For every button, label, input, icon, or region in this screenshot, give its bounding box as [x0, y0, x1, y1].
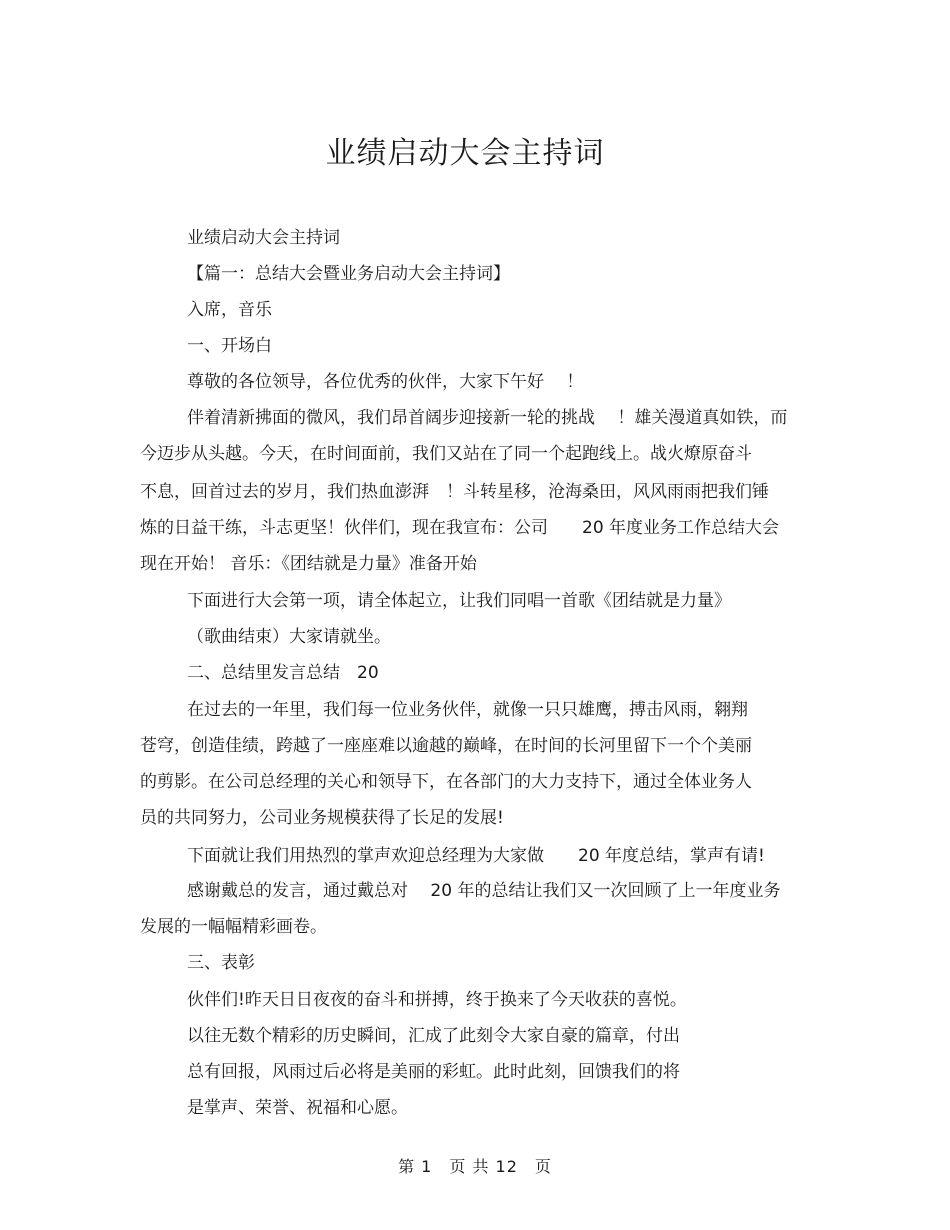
- text-line: （歌曲结束）大家请就坐。: [187, 627, 391, 647]
- document-title: 业绩启动大会主持词: [325, 136, 605, 171]
- text-line: 伴着清新拂面的微风，我们昂首阔步迎接新一轮的挑战 ！雄关漫道真如铁，而: [187, 408, 788, 428]
- text-line: 发展的一幅幅精彩画卷。: [140, 917, 327, 937]
- text-line: 在过去的一年里，我们每一位业务伙伴，就像一只只雄鹰，搏击风雨，翱翔: [187, 700, 748, 720]
- text-line: 入席，音乐: [187, 300, 272, 320]
- text-line: 伙伴们!昨天日日夜夜的奋斗和拼搏，终于换来了今天收获的喜悦。: [187, 990, 687, 1010]
- text-line: 炼的日益干练，斗志更坚！伙伴们，现在我宣布：公司 20 年度业务工作总结大会: [140, 518, 780, 538]
- text-line: 业绩启动大会主持词: [187, 228, 340, 248]
- text-line: 感谢戴总的发言，通过戴总对 20 年的总结让我们又一次回顾了上一年度业务: [187, 881, 781, 901]
- text-line: 【篇一：总结大会暨业务启动大会主持词】: [187, 264, 510, 284]
- text-line: 下面就让我们用热烈的掌声欢迎总经理为大家做 20 年度总结，掌声有请!: [187, 846, 765, 866]
- text-line: 以往无数个精彩的历史瞬间，汇成了此刻令大家自豪的篇章，付出: [187, 1026, 680, 1046]
- text-line: 总有回报，风雨过后必将是美丽的彩虹。此时此刻，回馈我们的将: [187, 1062, 680, 1082]
- text-line: 苍穹，创造佳绩，跨越了一座座难以逾越的巅峰，在时间的长河里留下一个个美丽: [140, 736, 752, 756]
- section-heading: 一、开场白: [187, 336, 272, 356]
- page-footer: 第 1 页 共 12 页: [398, 1157, 552, 1176]
- text-line: 的剪影。在公司总经理的关心和领导下，在各部门的大力支持下，通过全体业务人: [140, 772, 752, 792]
- section-heading: 二、总结里发言总结 20: [187, 663, 379, 683]
- section-heading: 三、表彰: [187, 953, 255, 973]
- text-line: 是掌声、荣誉、祝福和心愿。: [187, 1098, 408, 1118]
- text-line: 尊敬的各位领导，各位优秀的伙伴，大家下午好 ！: [187, 372, 584, 392]
- text-line: 现在开始！ 音乐：《团结就是力量》准备开始: [140, 554, 477, 574]
- text-line: 今迈步从头越。今天，在时间面前，我们又站在了同一个起跑线上。战火燎原奋斗: [140, 444, 752, 464]
- text-line: 不息，回首过去的岁月，我们热血澎湃 ！斗转星移，沧海桑田，风风雨雨把我们锤: [140, 482, 769, 502]
- text-line: 员的共同努力，公司业务规模获得了长足的发展!: [140, 808, 504, 828]
- text-line: 下面进行大会第一项，请全体起立，让我们同唱一首歌《团结就是力量》: [187, 591, 731, 611]
